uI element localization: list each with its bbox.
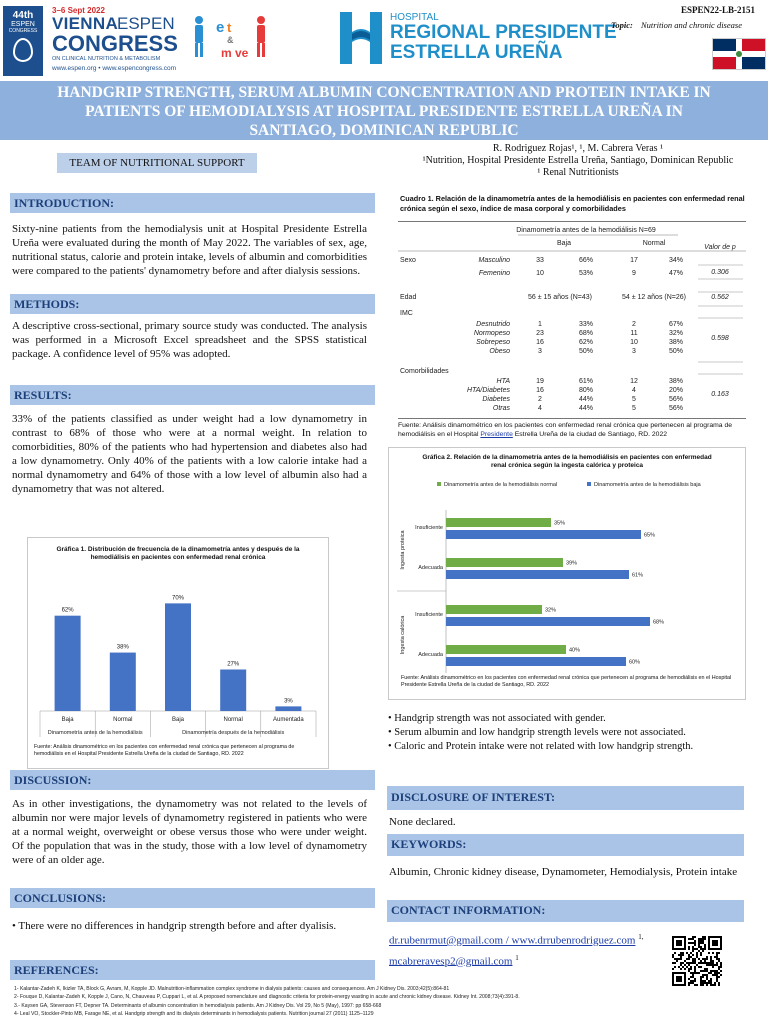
graph1-tick-label: Baja bbox=[171, 717, 185, 723]
graph1-bar bbox=[55, 616, 81, 711]
table1-cell: 11 bbox=[630, 330, 638, 337]
table1-source bbox=[398, 421, 746, 439]
introduction-text: Sixty-nine patients from the hemodialysis unit at Hospital Presidente Estrella Ureña were evaluated during the month of May 2022. The variables of sex, age, nutritional status, calorie and protein intake, levels of albumin and comorbidities were compared to the patients' dynamometry before and after dialysis sessions. bbox=[12, 223, 367, 277]
table1-cell: 38% bbox=[668, 339, 684, 346]
table1-source-prefix: Fuente: Análisis dinamométrico en los pacientes con enfermedad renal crónica que pertenecen al programa de hemodiálisis en el Hospital bbox=[398, 422, 732, 438]
contact-email-link-1[interactable]: dr.rubenrmut@gmail.com / www.drrubenrodriguez.com bbox=[389, 934, 636, 947]
table1-row-group: Comorbilidades bbox=[400, 368, 449, 375]
graph1-title: Gráfica 1. Distribución de frecuencia de la dinamometría antes y después de la hemodiálisis en pacientes con enfermedad renal crónica bbox=[56, 546, 300, 561]
espen-badge-word: CONGRESS bbox=[8, 28, 38, 34]
table1-cell: 38% bbox=[668, 378, 684, 385]
legend-swatch-normal bbox=[437, 482, 441, 486]
graph2-bar-normal bbox=[446, 605, 542, 614]
graph1-container bbox=[27, 537, 329, 769]
table1-col-baja: Baja bbox=[556, 240, 572, 247]
hospital-small-label: HOSPITAL bbox=[390, 12, 439, 23]
conclusions-text: • There were no differences in handgrip strength before and after dyalisis. bbox=[12, 920, 337, 932]
graph2-plot bbox=[389, 478, 745, 674]
table1-pvalue: 0.598 bbox=[711, 335, 729, 342]
table1-cell: 10 bbox=[536, 270, 544, 277]
graph2-container bbox=[388, 447, 746, 700]
table1-row-label: Otras bbox=[492, 405, 510, 412]
table1-cell: 53% bbox=[578, 270, 594, 277]
espen-logo bbox=[3, 6, 43, 76]
hospital-logo bbox=[332, 8, 390, 68]
hospital-name-line2: ESTRELLA UREÑA bbox=[390, 42, 563, 63]
title-line-1: HANDGRIP STRENGTH, SERUM ALBUMIN CONCENTRATION AND PROTEIN INTAKE IN bbox=[57, 84, 711, 101]
finding-item: • Caloric and Protein intake were not related with low handgrip strength. bbox=[388, 741, 694, 752]
graph1-tick-label: Baja bbox=[61, 717, 74, 723]
table1-source-suffix: Estrella Ureña de la ciudad de Santiago, RD. 2022 bbox=[512, 431, 668, 438]
author-names: R. Rodriguez Rojas¹, ¹, M. Cabrera Veras ¹ bbox=[492, 143, 664, 154]
table1-cell: 5 bbox=[632, 396, 636, 403]
title-line-3: SANTIAGO, DOMINICAN REPUBLIC bbox=[249, 122, 519, 139]
discussion-heading: DISCUSSION: bbox=[10, 770, 375, 790]
finding-item: • Serum albumin and low handgrip strength levels were not associated. bbox=[388, 727, 686, 738]
contact-heading: CONTACT INFORMATION: bbox=[387, 900, 744, 922]
eat-e: e bbox=[216, 19, 225, 36]
eat-amp: & bbox=[227, 35, 234, 45]
congress-org: ESPEN bbox=[117, 14, 175, 33]
references-list bbox=[14, 985, 654, 1018]
graph1-data-label: 62% bbox=[61, 607, 74, 614]
team-label: TEAM OF NUTRITIONAL SUPPORT bbox=[57, 153, 257, 173]
table1-cell: 16 bbox=[536, 339, 544, 346]
graph1-data-label: 27% bbox=[227, 661, 240, 668]
eat-move-logo bbox=[190, 10, 270, 65]
table1-cell: 12 bbox=[630, 378, 638, 385]
results-heading: RESULTS: bbox=[10, 385, 375, 405]
keywords-heading: KEYWORDS: bbox=[387, 834, 744, 856]
conclusions-heading: CONCLUSIONS: bbox=[10, 888, 375, 908]
espen-edition: 44th bbox=[12, 10, 34, 21]
table1-cell: 68% bbox=[578, 330, 594, 337]
disclosure-heading: DISCLOSURE OF INTEREST: bbox=[387, 786, 744, 810]
contact-sup-1: 1, bbox=[638, 933, 644, 941]
table1-cell: 32% bbox=[668, 330, 684, 337]
graph2-bar-baja bbox=[446, 530, 641, 539]
table1-cell: 50% bbox=[578, 348, 594, 355]
table1-cell: 1 bbox=[538, 321, 542, 328]
discussion-text: As in other investigations, the dynamometry was not related to the levels of albumin nor were major levels of dynamometry registered in patients who were at a normal weight, overweight or obese versus those who were under weight. Of the population that was in the study, those with a low level of dynamometry were of an older age. bbox=[12, 798, 367, 866]
table1-cell: 56% bbox=[668, 405, 684, 412]
table1-cell: 3 bbox=[632, 348, 636, 355]
author-affiliation: ¹Nutrition, Hospital Presidente Estrella Ureña, Santiago, Dominican Republic bbox=[422, 155, 734, 166]
table1-row-group: IMC bbox=[400, 310, 413, 317]
table1-cell: 47% bbox=[668, 270, 684, 277]
table1-row-label: Normopeso bbox=[473, 330, 510, 337]
table1-cell: 66% bbox=[578, 257, 594, 264]
graph2-data-label: 68% bbox=[653, 619, 665, 626]
table1-cell: 23 bbox=[536, 330, 544, 337]
table1-row-group: Edad bbox=[400, 294, 417, 301]
congress-web: www.espen.org • www.espencongress.com bbox=[52, 65, 177, 72]
table1-col-p: Valor de p bbox=[704, 244, 736, 251]
table1-cell: 16 bbox=[536, 387, 544, 394]
congress-subtitle: ON CLINICAL NUTRITION & METABOLISM bbox=[52, 56, 161, 62]
graph2-data-label: 40% bbox=[569, 647, 581, 654]
graph1-tick-label: Normal bbox=[113, 717, 133, 723]
introduction-heading: INTRODUCTION: bbox=[10, 193, 375, 213]
contact-sup-2: 1 bbox=[515, 953, 519, 962]
topic-label: Topic: bbox=[611, 20, 633, 30]
graph1-bar bbox=[110, 653, 136, 711]
table1-grid bbox=[398, 222, 746, 418]
table1-group-header: Dinamometría antes de la hemodiálisis N=69 bbox=[516, 227, 656, 234]
graph2-source: Fuente: Análisis dinamométrico en los pacientes con enfermedad renal crónica que pertenecen al programa de hemodiálisis en el Hospital Presidente Estrella Ureña de la ciudad de Santiago, RD. 2022 bbox=[401, 675, 732, 688]
hospital-name-line1: REGIONAL PRESIDENTE bbox=[390, 22, 617, 43]
title-line-2: PATIENTS OF HEMODIALYSIS AT HOSPITAL PRESIDENTE ESTRELLA UREÑA IN bbox=[85, 103, 683, 120]
table1-cell: 10 bbox=[630, 339, 638, 346]
graph1-bar bbox=[275, 706, 301, 711]
table1-row-label: Diabetes bbox=[482, 396, 510, 403]
methods-text: A descriptive cross-sectional, primary source study was conducted. The analysis was performed in a Microsoft Excel spreadsheet and the SPSS statistical package. A confidence level of 95% was adopted. bbox=[12, 320, 367, 360]
graph2-title: Gráfica 2. Relación de la dinamometría antes de la hemodiálisis en pacientes con enfermedad renal crónica según la ingesta calórica y proteica bbox=[422, 454, 712, 469]
table1-cell: 56 ± 15 años (N=43) bbox=[528, 294, 592, 301]
graph2-group-label: Ingesta proteica bbox=[400, 530, 406, 570]
table1-cell: 17 bbox=[630, 257, 638, 264]
person-icon bbox=[195, 16, 203, 24]
table1-cell: 44% bbox=[578, 405, 594, 412]
table1-pvalue: 0.306 bbox=[711, 269, 729, 276]
graph2-bar-normal bbox=[446, 558, 563, 567]
results-text: 33% of the patients classified as under weight had a low dynamometry in contrast to 68% of those who were at a normal weight. In relation to comorbidities, 80% of the patients who had hypertension and diabetes also had a low dynamometry. Only 40% of the patients with a low calorie intake had a normal dynamometry and 64% of those with a low level of albumin also had a dynamometry that was not altered. bbox=[12, 413, 367, 495]
graph2-tick-label: Insuficiente bbox=[415, 612, 443, 618]
table1-cell: 44% bbox=[578, 396, 594, 403]
table1-cell: 33% bbox=[578, 321, 594, 328]
table1-cell: 33 bbox=[536, 257, 544, 264]
table1-row-group: Sexo bbox=[400, 257, 416, 264]
graph2-bar-normal bbox=[446, 518, 551, 527]
reference-item: 3.- Kaysen GA, Stevenson FT, Depner TA. Determinants of albumin concentration in hemodialysis patients. Am J Kidney Dis. Vol 29, No 5 (May), 1997: pp 658-668 bbox=[14, 1002, 382, 1009]
table1-title: Cuadro 1. Relación de la dinamometría antes de la hemodiálisis en pacientes con enfermedad renal crónica según el sexo, índice de masa corporal y comorbilidades bbox=[400, 194, 745, 213]
contact-email-link-2[interactable]: mcabreravesp2@gmail.com bbox=[389, 955, 513, 968]
topic-value: Nutrition and chronic disease bbox=[641, 20, 742, 30]
table1-pvalue: 0.562 bbox=[711, 294, 729, 301]
methods-heading: METHODS: bbox=[10, 294, 375, 314]
graph1-bar bbox=[165, 603, 191, 711]
graph1-data-label: 70% bbox=[171, 595, 185, 602]
table1-cell: 80% bbox=[578, 387, 594, 394]
table1-row-label: Desnutrido bbox=[476, 321, 510, 328]
table1-cell: 56% bbox=[668, 396, 684, 403]
graph1-group-label: Dinamometría antes de la hemodiálisis bbox=[47, 730, 143, 736]
findings-list bbox=[388, 712, 758, 754]
table1-cell: 2 bbox=[538, 396, 542, 403]
graph1-data-label: 3% bbox=[284, 698, 293, 705]
graph1-source: Fuente: Análisis dinamométrico en los pacientes con enfermedad renal crónica que pertenecen al programa de hemodiálisis en el Hospital Presidente Estrella Ureña de la ciudad de Santiago, RD. 2022 bbox=[34, 744, 295, 757]
graph2-bar-normal bbox=[446, 645, 566, 654]
disclosure-text: None declared. bbox=[389, 816, 456, 828]
table1-cell: 54 ± 12 años (N=26) bbox=[622, 294, 686, 301]
graph2-group-label: Ingesta calórica bbox=[400, 615, 406, 655]
eat-t: t bbox=[227, 20, 232, 35]
table1-col-normal: Normal bbox=[642, 240, 666, 247]
poster-code: ESPEN22-LB-2151 bbox=[681, 5, 756, 15]
table1-cell: 62% bbox=[578, 339, 594, 346]
table1-cell: 67% bbox=[668, 321, 684, 328]
poster-title bbox=[0, 81, 768, 140]
table1-cell: 4 bbox=[632, 387, 636, 394]
graph1-plot bbox=[28, 566, 328, 742]
graph2-data-label: 65% bbox=[644, 532, 656, 539]
table1-cell: 3 bbox=[538, 348, 542, 355]
authors-block bbox=[388, 143, 768, 179]
graph2-tick-label: Insuficiente bbox=[415, 525, 443, 531]
dominican-flag-icon bbox=[712, 38, 766, 70]
reference-item: 4- Leal VO, Stockler-Pinto MB, Farage NE, et al. Handgrip strength and its dialysis determinants in hemodialysis patients. Nutrition journal 27 (2011) 1125–1129 bbox=[14, 1010, 374, 1017]
table1 bbox=[398, 221, 746, 419]
table1-row-label: Obeso bbox=[489, 348, 510, 355]
references-heading: REFERENCES: bbox=[10, 960, 375, 980]
graph1-tick-label: Normal bbox=[223, 717, 243, 723]
contact-block bbox=[389, 929, 674, 970]
graph2-bar-baja bbox=[446, 617, 650, 626]
table1-cell: 5 bbox=[632, 405, 636, 412]
table1-cell: 50% bbox=[668, 348, 684, 355]
table1-row-label: Masculino bbox=[478, 257, 510, 264]
graph2-data-label: 35% bbox=[554, 520, 566, 527]
graph2-tick-label: Adecuada bbox=[418, 652, 443, 658]
table1-source-link: Presidente bbox=[480, 431, 513, 438]
drop-icon bbox=[13, 38, 33, 62]
espen-badge-org: ESPEN bbox=[11, 21, 35, 28]
graph2-data-label: 32% bbox=[545, 607, 557, 614]
table1-row-label: HTA bbox=[496, 378, 510, 385]
finding-item: • Handgrip strength was not associated with gender. bbox=[388, 713, 606, 724]
table1-cell: 19 bbox=[536, 378, 544, 385]
graph2-data-label: 39% bbox=[566, 560, 578, 567]
table1-cell: 34% bbox=[668, 257, 684, 264]
move-word: m ve bbox=[221, 46, 249, 60]
table1-row-label: HTA/Diabetes bbox=[466, 387, 510, 394]
congress-word: CONGRESS bbox=[52, 31, 178, 56]
table1-cell: 4 bbox=[538, 405, 542, 412]
person-icon bbox=[257, 16, 265, 24]
reference-item: 2- Fouque D, Kalantar-Zadeh K, Kopple J, Cano, N, Chauveau P, Cuppari L, et al. A proposed nomenclature and diagnostic criteria for protein-energy wasting in acute and chronic kidney disease. Kidney Int. 2008;73(4):391-8. bbox=[14, 994, 520, 1001]
qr-code-icon[interactable] bbox=[672, 936, 722, 986]
graph1-group-label: Dinamometría después de la hemodiálisis bbox=[182, 730, 285, 736]
table1-cell: 9 bbox=[632, 270, 636, 277]
reference-item: 1- Kalantar-Zadeh K, Ikizler TA, Block G, Avram, M, Kopple JD. Malnutrition-inflammation complex syndrome in dialysis patients: causes and consequences. Am J Kidney Dis. 2003;42(5):864-81 bbox=[14, 986, 450, 992]
graph1-tick-label: Aumentada bbox=[273, 717, 304, 723]
graph2-bar-baja bbox=[446, 570, 629, 579]
legend-label-baja: Dinamometría antes de la hemodiálisis baja bbox=[594, 482, 701, 488]
table1-row-label: Femenino bbox=[478, 270, 510, 277]
author-role: ¹ Renal Nutritionists bbox=[537, 167, 619, 178]
graph2-data-label: 60% bbox=[629, 659, 641, 666]
graph1-data-label: 38% bbox=[116, 644, 129, 651]
graph1-bar bbox=[220, 669, 246, 711]
table1-pvalue: 0.163 bbox=[711, 391, 729, 398]
congress-city: VIENNA bbox=[52, 14, 119, 33]
legend-swatch-baja bbox=[587, 482, 591, 486]
legend-label-normal: Dinamometría antes de la hemodiálisis normal bbox=[444, 482, 558, 488]
table1-cell: 61% bbox=[578, 378, 594, 385]
graph2-tick-label: Adecuada bbox=[418, 565, 443, 571]
congress-date: 3–6 Sept 2022 bbox=[52, 6, 105, 15]
graph2-data-label: 61% bbox=[632, 572, 644, 579]
keywords-text: Albumin, Chronic kidney disease, Dynamometer, Hemodialysis, Protein intake bbox=[389, 866, 738, 878]
table1-cell: 2 bbox=[632, 321, 636, 328]
table1-row-label: Sobrepeso bbox=[476, 339, 510, 346]
table1-cell: 20% bbox=[668, 387, 684, 394]
graph2-bar-baja bbox=[446, 657, 626, 666]
